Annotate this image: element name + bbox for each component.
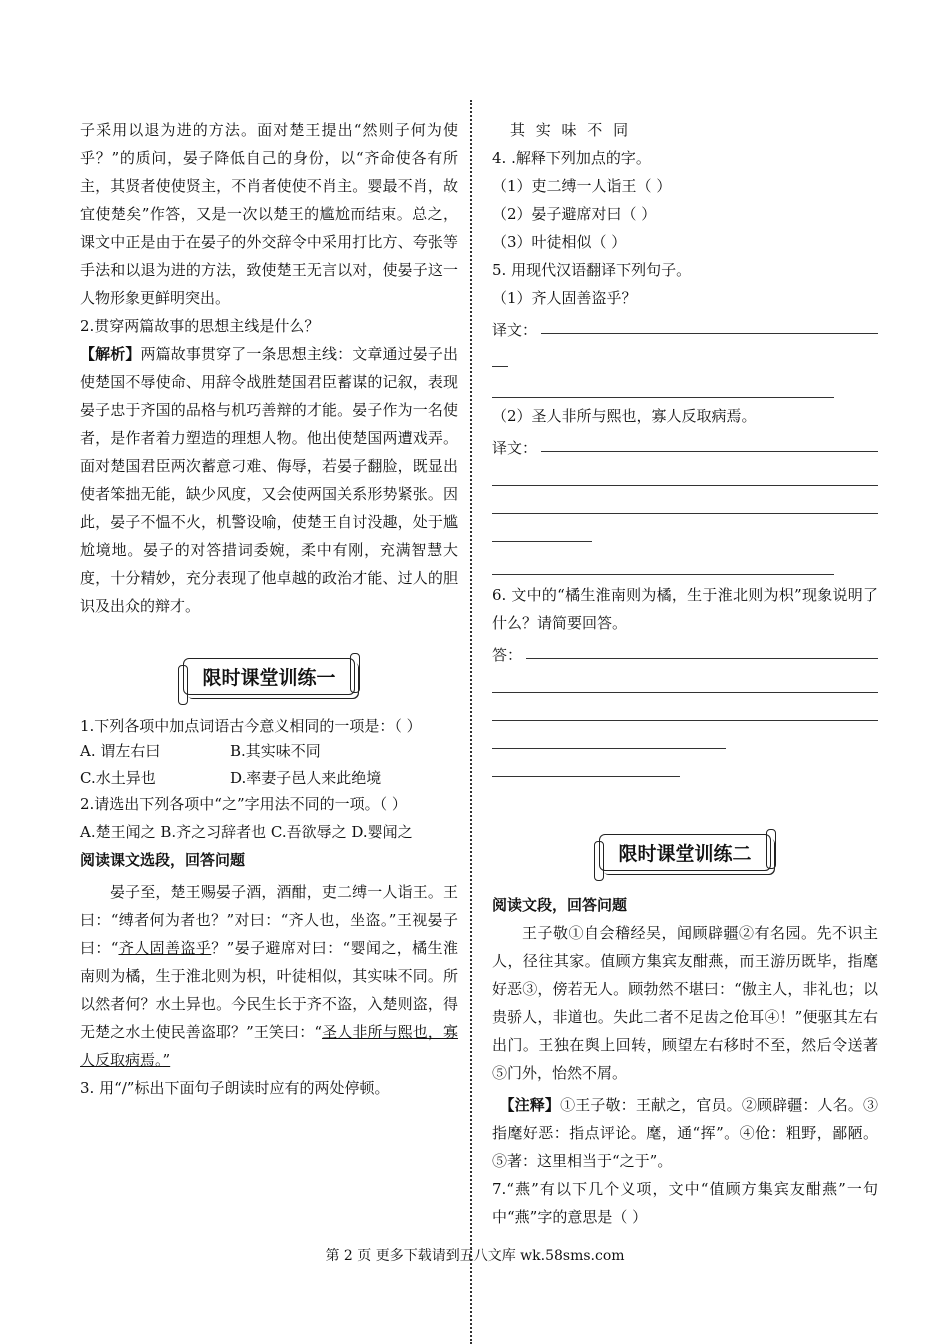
answer-line[interactable]: [492, 486, 878, 514]
question-3: 3. 用“/”标出下面句子朗读时应有的两处停顿。: [80, 1079, 390, 1097]
answer-line[interactable]: [492, 367, 834, 398]
underlined-sentence-1: 齐人固善盗乎: [118, 939, 212, 957]
banner-title: 限时课堂训练一: [183, 658, 354, 695]
passage-text-1: 晏子至，楚王赐晏子酒，酒酣，吏二缚一人诣王。王曰：“缚者何为者也？”对曰：“齐人也，坐盗。”王视晏子曰：“: [80, 883, 458, 957]
mc-question-2: 2.请选出下列各项中“之”字用法不同的一项。（ ）: [80, 795, 407, 813]
section-banner-1: [80, 646, 458, 706]
option-c: C.水土异也: [80, 769, 156, 787]
answer-paragraph: 子采用以退为进的方法。面对楚王提出“然则子何为使乎？”的质问，晏子降低自己的身份，以“齐命使各有所主，其贤者使使贤主，不肖者使使不肖主。婴最不肖，故宜使楚矣”作答，又是一次以楚王的尴尬而结束。总之，课文中正是由于在晏子的外交辞令中采用打比方、夸张等手法和以退为进的方法，致使楚王无言以对，使晏子这一人物形象更鲜明突出。: [80, 121, 458, 307]
answer-6-line[interactable]: [492, 637, 878, 665]
notes-label: 【注释】: [499, 1096, 561, 1114]
translation-label: 译文：: [492, 321, 538, 339]
column-divider: [470, 100, 472, 1344]
answer-line[interactable]: [492, 514, 592, 542]
banner-title: 限时课堂训练二: [599, 834, 770, 871]
right-column: [492, 116, 878, 1231]
underlined-sentence-2: 圣人非所与熙也，寡人反取病焉。: [80, 1023, 458, 1069]
question-4-1: （1）吏二缚一人诣王（ ）: [492, 177, 672, 195]
question-4: 4. .解释下列加点的字。: [492, 149, 651, 167]
reading-section-title: 阅读课文选段，回答问题: [80, 851, 246, 869]
reading-passage: [80, 878, 458, 1074]
question-7: 7.“燕”有以下几个义项，文中“值顾方集宾友酣燕”一句中“燕”字的意思是（ ）: [492, 1180, 878, 1226]
answer-line[interactable]: [492, 721, 726, 749]
section-banner-2: [492, 821, 878, 883]
answer-label: 答：: [492, 646, 523, 664]
mc-question-2-options: A.楚王闻之 B.齐之习辞者也 C.吾欲辱之 D.婴闻之: [80, 823, 413, 841]
answer-line[interactable]: [492, 458, 878, 486]
analysis-paragraph: [80, 340, 458, 620]
analysis-label: 【解析】: [80, 345, 141, 363]
question-4-2: （2）晏子避席对曰（ ）: [492, 205, 657, 223]
passage-text-2: ？”晏子避席对曰：“婴闻之，橘生淮南则为橘，生于淮北则为枳，叶徒相似，其实味不同。所以然者何？水土异也。今民生长于齐不盗，入楚则盗，得无楚之水土使民善盗耶？”王笑曰：“: [80, 939, 458, 1041]
mc-question-1-options-ab: [80, 740, 458, 761]
answer-line[interactable]: [492, 665, 878, 693]
page-footer: 第 2 页 更多下载请到五八文库 wk.58sms.com: [325, 1248, 625, 1264]
mc-question-1: 1.下列各项中加点词语古今意义相同的一项是：（ ）: [80, 717, 422, 735]
notes: [492, 1091, 878, 1175]
mc-question-1-options-cd: [80, 767, 458, 788]
question-4-3: （3）叶徒相似（ ）: [492, 233, 627, 251]
option-b: B.其实味不同: [230, 742, 321, 760]
left-column: [80, 116, 458, 1102]
answer-line[interactable]: [492, 542, 834, 575]
reading-2-title: 阅读文段，回答问题: [492, 896, 628, 914]
answer-line[interactable]: [492, 749, 680, 777]
answer-line[interactable]: [492, 340, 508, 367]
question-5-2: （2）圣人非所与熙也，寡人反取病焉。: [492, 407, 757, 425]
notes-text: ①王子敬：王献之，官员。②顾辟疆：人名。③指麾好恶：指点评论。麾，通“挥”。④伧：粗野，鄙陋。⑤著：这里相当于“之于”。: [492, 1096, 878, 1170]
question-6: 6. 文中的“橘生淮南则为橘，生于淮北则为枳”现象说明了什么？请简要回答。: [492, 586, 878, 632]
option-a: A. 谓左右曰: [80, 742, 161, 760]
question-5-1: （1）齐人固善盗乎？: [492, 289, 637, 307]
translation-label: 译文：: [492, 439, 538, 457]
analysis-text: 两篇故事贯穿了一条思想主线：文章通过晏子出使楚国不辱使命、用辞令战胜楚国君臣蓄谋的记叙，表现晏子忠于齐国的品格与机巧善辩的才能。晏子作为一名使者，是作者着力塑造的理想人物。他出使楚国两遭戏弄。面对楚国君臣两次蓄意刁难、侮辱，若晏子翻脸，既显出使者笨拙无能，缺少风度，又会使两国关系形势紧张。因此，晏子不愠不火，机警设喻，使楚王自讨没趣，处于尴尬境地。晏子的对答措词委婉，柔中有刚，充满智慧大度，十分精妙，充分表现了他卓越的政治才能、过人的胆识及出众的辩才。: [80, 345, 458, 615]
translation-2-line[interactable]: [492, 430, 878, 458]
translation-1-line[interactable]: [492, 312, 878, 340]
answer-line[interactable]: [492, 693, 878, 721]
reading-2-passage: 王子敬①自会稽经吴，闻顾辟疆②有名园。先不识主人，径往其家。值顾方集宾友酣燕，而王游历既毕，指麾好恶③，傍若无人。顾勃然不堪曰：“傲主人，非礼也；以贵骄人，非道也。失此二者不足齿之伧耳④！”便驱其左右出门。王独在舆上回转，顾望左右移时不至，然后令送著⑤门外，怡然不屑。: [492, 924, 878, 1082]
q3-sentence: 其 实 味 不 同: [510, 121, 629, 139]
question-5: 5. 用现代汉语翻译下列句子。: [492, 261, 692, 279]
option-d: D.率妻子邑人来此绝境: [230, 769, 382, 787]
question-2-heading: 2.贯穿两篇故事的思想主线是什么？: [80, 317, 320, 335]
passage-text-3: ”: [162, 1051, 171, 1069]
